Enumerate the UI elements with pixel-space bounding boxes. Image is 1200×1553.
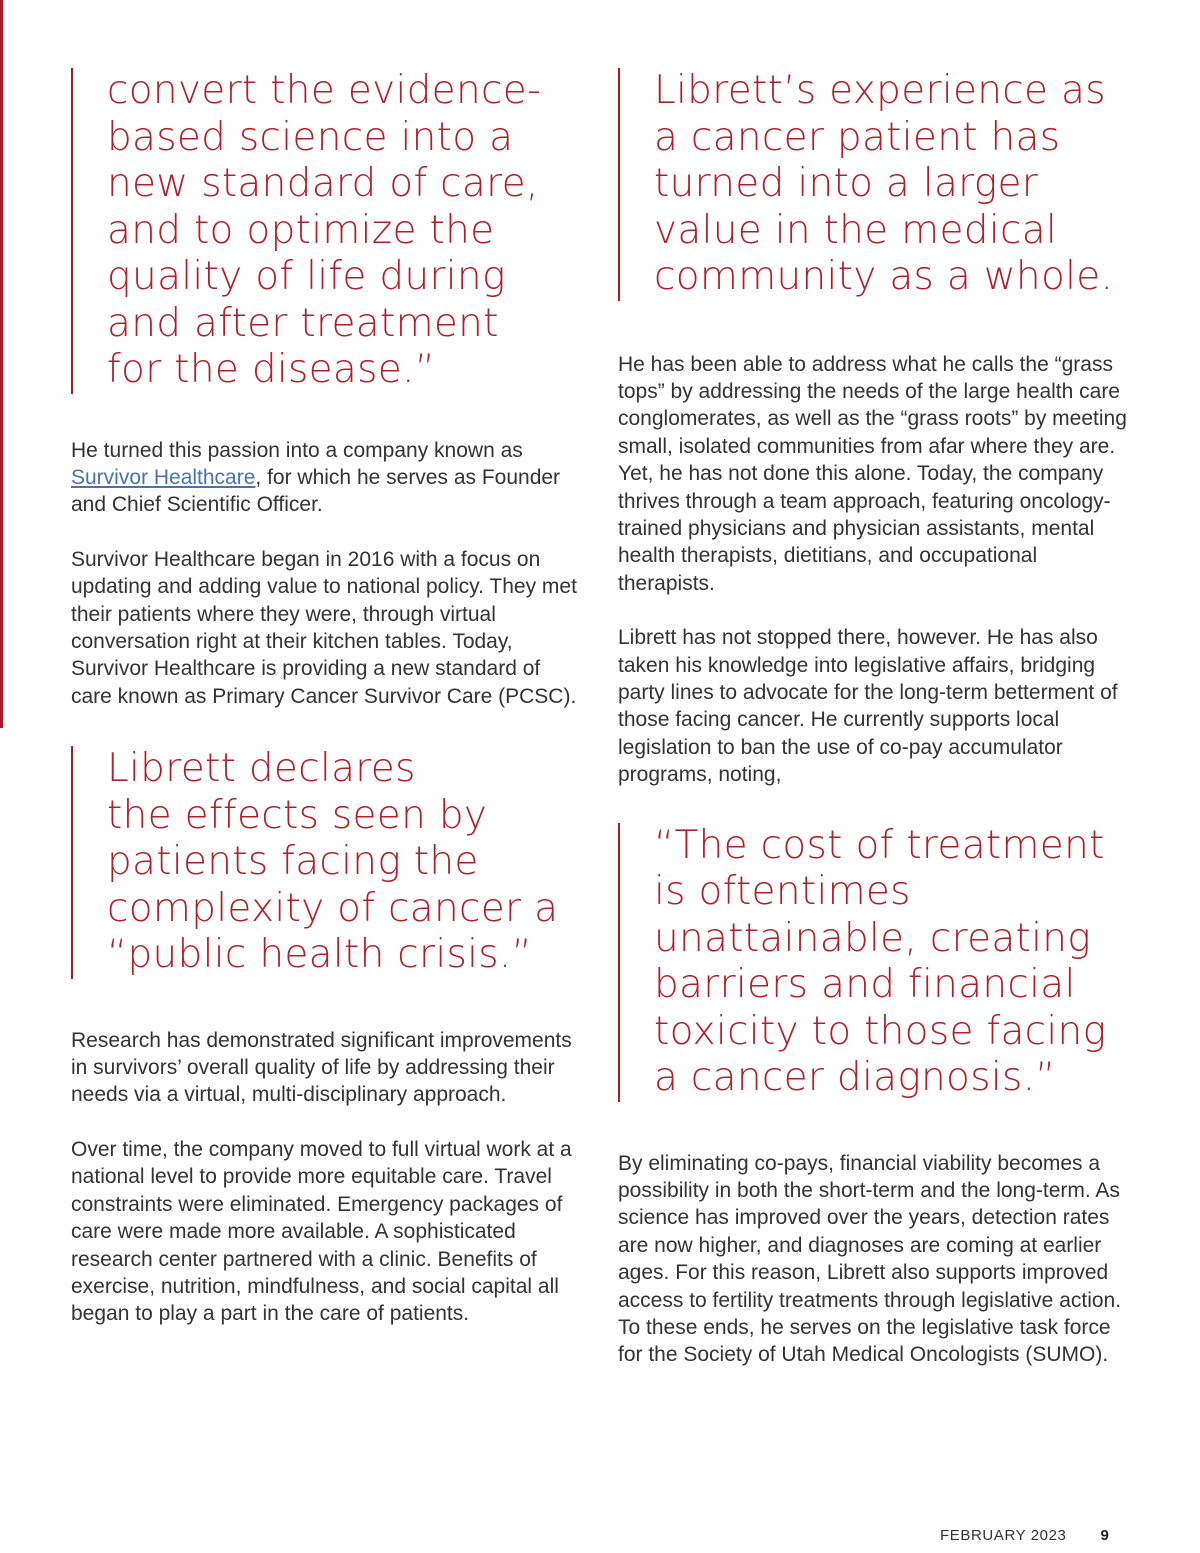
paragraph-survivor-healthcare-history: Survivor Healthcare began in 2016 with a focus on updating and adding value to national policy. They met their patients where they were, through virtual conversation right at their kitchen tables. Today, Survivor Healthcare is providing a new standard of care known as Primary Cancer Survivor Care (PCSC). (71, 547, 577, 708)
paragraph-survivor-healthcare-intro (71, 437, 586, 519)
left-column (71, 68, 586, 1328)
page-footer (940, 1527, 1109, 1544)
pull-quote-line: the effects seen by (107, 792, 488, 838)
survivor-healthcare-link[interactable]: Survivor Healthcare (71, 465, 256, 489)
paragraph-grass-tops: He has been able to address what he calls the “grass tops” by addressing the needs of the large health care conglomerates, as well as the “grass roots” by meeting small, isolated communities from afar where they are. Yet, he has not done this alone. Today, the company thrives through a team approach, featuring oncology-trained physicians and physician assistants, mental health therapists, dietitians, and occupational therapists. (618, 352, 1127, 595)
page-number: 9 (1100, 1527, 1110, 1544)
pull-quote-line: toxicity to those facing (654, 1008, 1107, 1054)
pull-quote-public-health-crisis (71, 746, 586, 979)
issue-date: FEBRUARY 2023 (940, 1527, 1067, 1544)
pull-quote-line: Librett declares (107, 746, 416, 792)
right-column (618, 68, 1138, 1369)
pull-quote-line: quality of life during (107, 254, 506, 299)
pull-quote-line: new standard of care, (107, 161, 539, 206)
pull-quote-librett-experience (618, 68, 1138, 301)
pull-quote-line: complexity of cancer a (107, 885, 559, 931)
pull-quote-line: and to optimize the (107, 207, 495, 253)
pull-quote-line: community as a whole. (654, 254, 1114, 299)
pull-quote-line: based science into a (107, 114, 514, 160)
paragraph-research-results: Research has demonstrated significant improvements in survivors’ overall quality of life by addressing their needs via a virtual, multi-disciplinary approach. (71, 1028, 572, 1107)
pull-quote-line: for the disease.” (107, 347, 436, 392)
pull-quote-cost-of-treatment (618, 823, 1138, 1102)
pull-quote-line: a cancer patient has (654, 114, 1061, 160)
paragraph-text: , for which he serves as Founder and Chief Scientific Officer. (71, 465, 561, 517)
pull-quote-line: turned into a larger (654, 161, 1039, 206)
paragraph-virtual-work: Over time, the company moved to full virtual work at a national level to provide more equitable care. Travel constraints were eliminated. Emergency packages of care were made more available. A sophisticated research center partnered with a clinic. Benefits of exercise, nutrition, mindfulness, and social capital all began to play a part in the care of patients. (71, 1137, 572, 1326)
page-edge-accent-bar (0, 0, 3, 728)
pull-quote-line: patients facing the (107, 839, 479, 885)
pull-quote-line: Librett’s experience as (654, 68, 1106, 113)
pull-quote-line: is oftentimes (654, 869, 911, 915)
paragraph-text: He turned this passion into a company known as (71, 438, 523, 462)
paragraph-co-pays: By eliminating co-pays, financial viability becomes a possibility in both the short-term and the long-term. As science has improved over the years, detection rates are now higher, and diagnoses are coming at earlier ages. For this reason, Librett also supports improved access to fertility treatments through legislative action. To these ends, he serves on the legislative task force for the Society of Utah Medical Oncologists (SUMO). (618, 1151, 1122, 1367)
paragraph-legislative-affairs: Librett has not stopped there, however. He has also taken his knowledge into legislative affairs, bridging party lines to advocate for the long-term betterment of those facing cancer. He currently supports local legislation to ban the use of co-pay accumulator programs, noting, (618, 626, 1118, 787)
pull-quote-line: convert the evidence- (107, 68, 542, 113)
pull-quote-evidence-based (71, 68, 586, 394)
pull-quote-line: and after treatment (107, 300, 499, 346)
pull-quote-line: barriers and financial (654, 962, 1076, 1008)
pull-quote-line: unattainable, creating (654, 915, 1092, 961)
pull-quote-line: a cancer diagnosis.” (654, 1055, 1056, 1101)
pull-quote-line: “public health crisis.” (107, 932, 533, 978)
pull-quote-line: value in the medical (654, 207, 1058, 253)
pull-quote-line: “The cost of treatment (654, 822, 1105, 868)
